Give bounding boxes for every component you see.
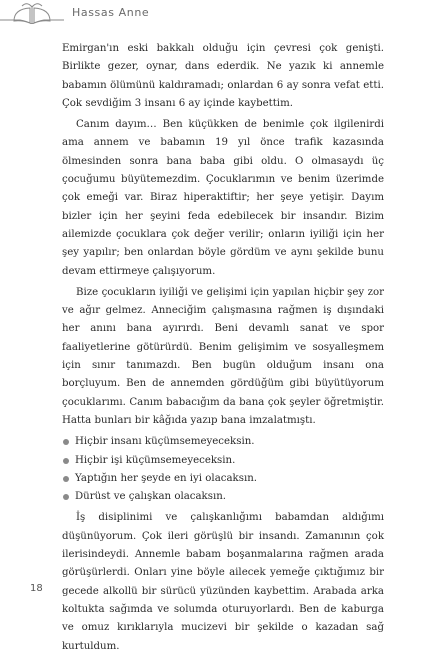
running-header-title: Hassas Anne: [72, 6, 150, 19]
list-item-text: Hiçbir işi küçümsemeyeceksin.: [75, 454, 236, 466]
body-paragraph: Emirgan'ın eski bakkalı olduğu için çevresi çok genişti. Birlikte gezer, oynar, dans ederdik. Ne yazık ki annemle babamın ölümünü kaldıramadı; onlardan 6 ay sonra vefat etti. Çok sevdiğim 3 insanı 6 ay içinde kaybettim.: [62, 43, 384, 109]
bullet-dot-icon: [63, 439, 69, 445]
bullet-dot-icon: [63, 458, 69, 464]
list-item: [62, 488, 384, 506]
body-paragraph: Bize çocukların iyiliği ve gelişimi için yapılan hiçbir şey zor ve ağır gelmez. Anneciğim çalışmasına rağmen iş dışındaki her anını bana ayırırdı. Beni devamlı sanat ve spor faaliyetlerine götürürdü. Benim gelişimim ve sosyalleşmem için sınır tanımazdı. Ben bugün olduğum insanı ona borçluyum. Ben de annemden gördüğüm gibi büyütüyorum çocuklarımı. Canım babacığım da bana çok şeyler öğretmiştir. Hatta bunları bir kâğıda yazıp bana imzalatmıştı.: [62, 286, 384, 426]
list-item: [62, 433, 384, 451]
page-body: [62, 40, 384, 659]
list-item-text: Yaptığın her şeyde en iyi olacaksın.: [75, 472, 258, 484]
bullet-dot-icon: [63, 494, 69, 500]
body-paragraph: Canım dayım… Ben küçükken de benimle çok ilgilenirdi ama annem ve babamın 19 yıl önce trafik kazasında ölmesinden sonra bana baba gibi oldu. O olmasaydı üç çocuğumu büyütemezdim. Çocuklarımın ve benim üzerimde çok emeği var. Biraz hiperaktiftir; her şeye yetişir. Dayım bizler için her şeyini feda edebilecek bir insandır. Bizim ailemizde çocuklara çok değer verilir; onların iyiliği için her şey yapılır; ben onlardan böyle gördüm ve aynı şekilde bunu devam ettirmeye çalışıyorum.: [62, 119, 384, 277]
bullet-dot-icon: [63, 476, 69, 482]
body-paragraph: İş disiplinimi ve çalışkanlığımı babamdan aldığımı düşünüyorum. Çok ileri görüşlü bir insandı. Zamanının çok ilerisindeydi. Annemle babam boşanmalarına rağmen arada görüşürlerdi. Onları yine böyle ailecek yemeğe çıktığımız bir gecede alkollü bir sürücü yüzünden kaybettim. Arabada arka koltukta sağımda ve solumda oturuyorlardı. Ben de kaburga ve omuz kırıklarıyla mucizevi bir şekilde o kazadan sağ kurtuldum.: [62, 512, 384, 652]
list-item: [62, 452, 384, 470]
running-header: [0, 0, 424, 26]
list-item: [62, 470, 384, 488]
rules-list: [62, 433, 384, 506]
book-icon: [0, 0, 64, 24]
list-item-text: Dürüst ve çalışkan olacaksın.: [75, 491, 227, 503]
list-item-text: Hiçbir insanı küçümsemeyeceksin.: [75, 436, 255, 448]
page-number: 18: [30, 583, 43, 594]
